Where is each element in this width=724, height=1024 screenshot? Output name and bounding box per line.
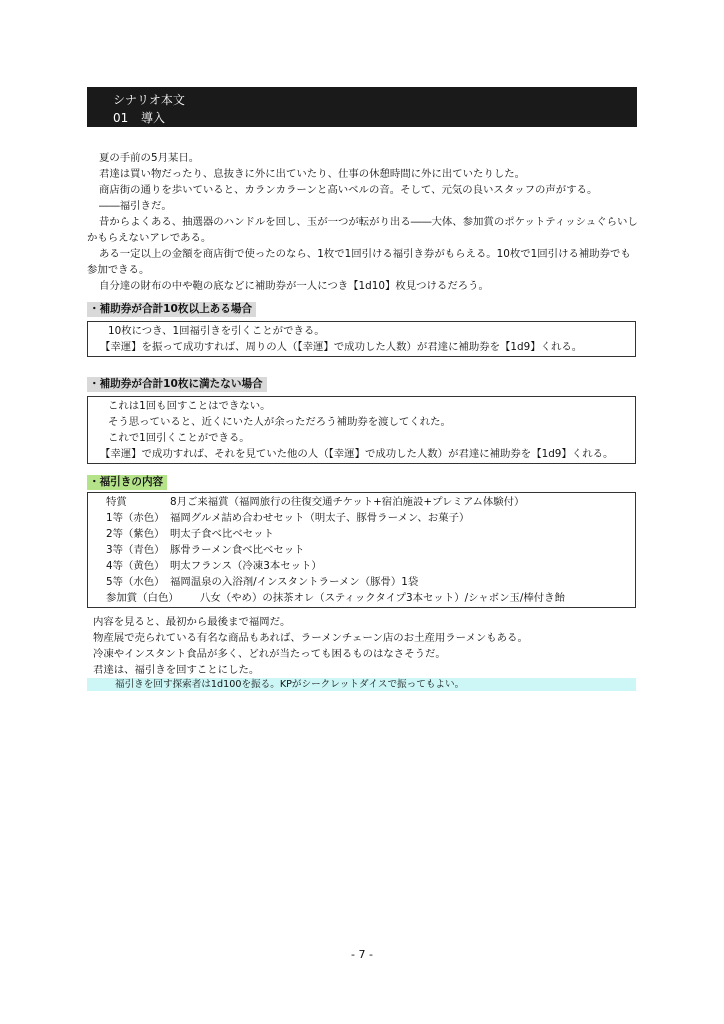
prize-description: 豚骨ラーメン食べ比べセット: [170, 544, 305, 556]
intro-paragraph: 昔からよくある、抽選器のハンドルを回し、玉が一つが転がり出る――大体、参加賞のポケットティッシュぐらいしかもらえないアレである。: [87, 216, 638, 244]
closing-text: [87, 614, 639, 678]
box-under10: [87, 396, 636, 464]
intro-paragraph: ある一定以上の金額を商店街で使ったのなら、1枚で1回引ける福引き券がもらえる。10枚で1回引ける補助券でも参加できる。: [87, 248, 631, 276]
intro-paragraph: 商店街の通りを歩いていると、カランカラーンと高いベルの音。そして、元気の良いスタッフの声がする。: [99, 184, 598, 196]
prize-row: [100, 590, 635, 606]
box-10plus: [87, 321, 636, 357]
box-line: そう思っていると、近くにいた人が余っただろう補助券を渡してくれた。: [108, 416, 451, 428]
section-label-prizes: ・福引きの内容: [87, 475, 167, 490]
section-number: 01: [113, 111, 129, 125]
box-line: 10枚につき、1回福引きを引くことができる。: [108, 325, 325, 337]
intro-paragraph: 自分達の財布の中や鞄の底などに補助券が一人につき【1d10】枚見つけるだろう。: [99, 280, 489, 292]
page-number: - 7 -: [351, 948, 373, 961]
prize-description: 八女（やめ）の抹茶オレ（スティックタイプ3本セット）/シャボン玉/棒付き飴: [200, 592, 565, 604]
prize-description: 8月ご来福賞（福岡旅行の往復交通チケット+宿泊施設+プレミアム体験付）: [170, 496, 525, 508]
intro-paragraph: 夏の手前の5月某日。: [99, 152, 200, 164]
header-title: シナリオ本文: [113, 93, 185, 107]
prize-rank: 特賞: [106, 496, 127, 508]
prize-description: 明太子食べ比べセット: [170, 528, 274, 540]
kp-note: 福引きを回す探索者は1d100を振る。KPがシークレットダイスで振ってもよい。: [87, 678, 636, 691]
section-label-10plus: ・補助券が合計10枚以上ある場合: [87, 302, 256, 317]
intro-paragraph: 君達は買い物だったり、息抜きに外に出ていたり、仕事の休憩時間に外に出ていたりした。: [99, 168, 526, 180]
closing-paragraph: 冷凍やインスタント食品が多く、どれが当たっても困るものはなさそうだ。: [93, 648, 446, 660]
section-label-under10: ・補助券が合計10枚に満たない場合: [87, 377, 267, 392]
prize-row: [100, 558, 635, 574]
section-title: 導入: [141, 111, 166, 125]
box-line: 【幸運】で成功すれば、それを見ていた他の人（【幸運】で成功した人数）が君達に補助券を【1d9】くれる。: [100, 448, 614, 460]
prize-rank: 5等（水色）: [106, 576, 165, 588]
prize-rank: 3等（青色）: [106, 544, 165, 556]
prize-rank: 1等（赤色）: [106, 512, 165, 524]
intro-paragraph: ――福引きだ。: [99, 200, 172, 212]
scenario-header: [87, 87, 637, 127]
section-heading: [113, 109, 165, 126]
box-line: 【幸運】を振って成功すれば、周りの人（【幸運】で成功した人数）が君達に補助券を【1d9】くれる。: [100, 341, 583, 353]
box-line: これで1回引くことができる。: [108, 432, 250, 444]
intro-text: [87, 150, 639, 294]
closing-paragraph: 物産展で売られている有名な商品もあれば、ラーメンチェーン店のお土産用ラーメンもある。: [93, 632, 528, 644]
prize-description: 福岡グルメ詰め合わせセット（明太子、豚骨ラーメン、お菓子）: [170, 512, 470, 524]
prize-rank: 4等（黄色）: [106, 560, 165, 572]
prize-row: [100, 542, 635, 558]
prize-list: [87, 492, 636, 608]
closing-paragraph: 内容を見ると、最初から最後まで福岡だ。: [93, 616, 291, 628]
prize-row: [100, 510, 635, 526]
prize-description: 福岡温泉の入浴剤/インスタントラーメン（豚骨）1袋: [170, 576, 419, 588]
box-line: これは1回も回すことはできない。: [108, 400, 271, 412]
prize-row: [100, 526, 635, 542]
prize-row: [100, 574, 635, 590]
prize-rank: 2等（紫色）: [106, 528, 165, 540]
prize-description: 明太フランス（冷凍3本セット）: [170, 560, 322, 572]
prize-row: [100, 494, 635, 510]
closing-paragraph: 君達は、福引きを回すことにした。: [93, 664, 260, 676]
prize-rank: 参加賞（白色）: [106, 592, 179, 604]
